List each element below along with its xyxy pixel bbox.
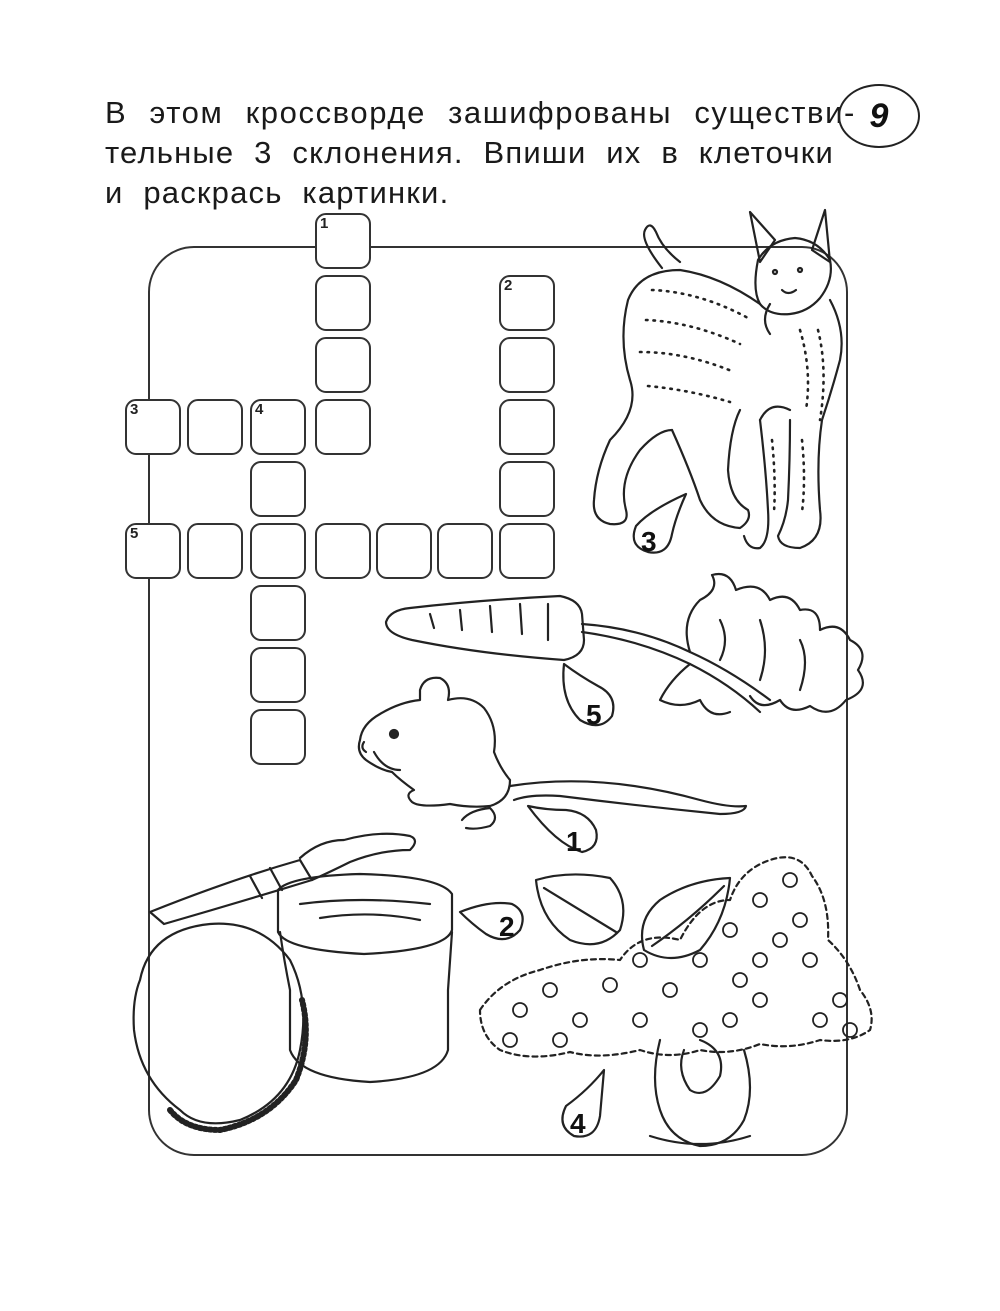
- page-number: 9: [869, 96, 889, 135]
- crossword-cell[interactable]: [315, 523, 371, 579]
- crossword-cell[interactable]: [187, 523, 243, 579]
- clue-number-4: 4: [255, 401, 264, 418]
- instruction-line-3: и раскрась картинки.: [105, 175, 450, 210]
- paint-jar-icon: [134, 834, 523, 1130]
- carrot-icon: [386, 574, 863, 725]
- crossword-cell[interactable]: [250, 523, 306, 579]
- lynx-label: 3: [641, 526, 657, 557]
- crossword-cell[interactable]: [125, 523, 181, 579]
- crossword-cell[interactable]: [315, 337, 371, 393]
- crossword-cell[interactable]: [250, 647, 306, 703]
- crossword-cell[interactable]: [250, 709, 306, 765]
- carrot-label: 5: [586, 699, 602, 730]
- crossword-cell[interactable]: [315, 213, 371, 269]
- crossword-cell[interactable]: [376, 523, 432, 579]
- crossword-cell[interactable]: [499, 337, 555, 393]
- paint-label: 2: [499, 911, 515, 942]
- lilac-label: 4: [570, 1108, 586, 1139]
- crossword-cell[interactable]: [315, 399, 371, 455]
- clue-number-3: 3: [130, 401, 139, 418]
- crossword-cell[interactable]: [499, 523, 555, 579]
- crossword-cell[interactable]: [125, 399, 181, 455]
- instruction-line-1: В этом кроссворде зашифрованы существи-: [105, 95, 856, 130]
- crossword-cell[interactable]: [250, 399, 306, 455]
- crossword-cell[interactable]: [250, 585, 306, 641]
- crossword-cell[interactable]: [315, 275, 371, 331]
- crossword-cell[interactable]: [437, 523, 493, 579]
- instruction-line-2: тельные 3 склонения. Впиши их в клеточки: [105, 135, 835, 170]
- crossword-cell[interactable]: [499, 461, 555, 517]
- lilac-vase-icon: [480, 857, 872, 1146]
- clue-number-5: 5: [130, 525, 139, 542]
- crossword-cell[interactable]: [187, 399, 243, 455]
- crossword-cell[interactable]: [499, 275, 555, 331]
- crossword-cell[interactable]: [499, 399, 555, 455]
- mouse-label: 1: [566, 826, 582, 857]
- clue-number-2: 2: [504, 277, 513, 294]
- clue-number-1: 1: [320, 215, 329, 232]
- lynx-icon: [594, 210, 842, 553]
- crossword-cell[interactable]: [250, 461, 306, 517]
